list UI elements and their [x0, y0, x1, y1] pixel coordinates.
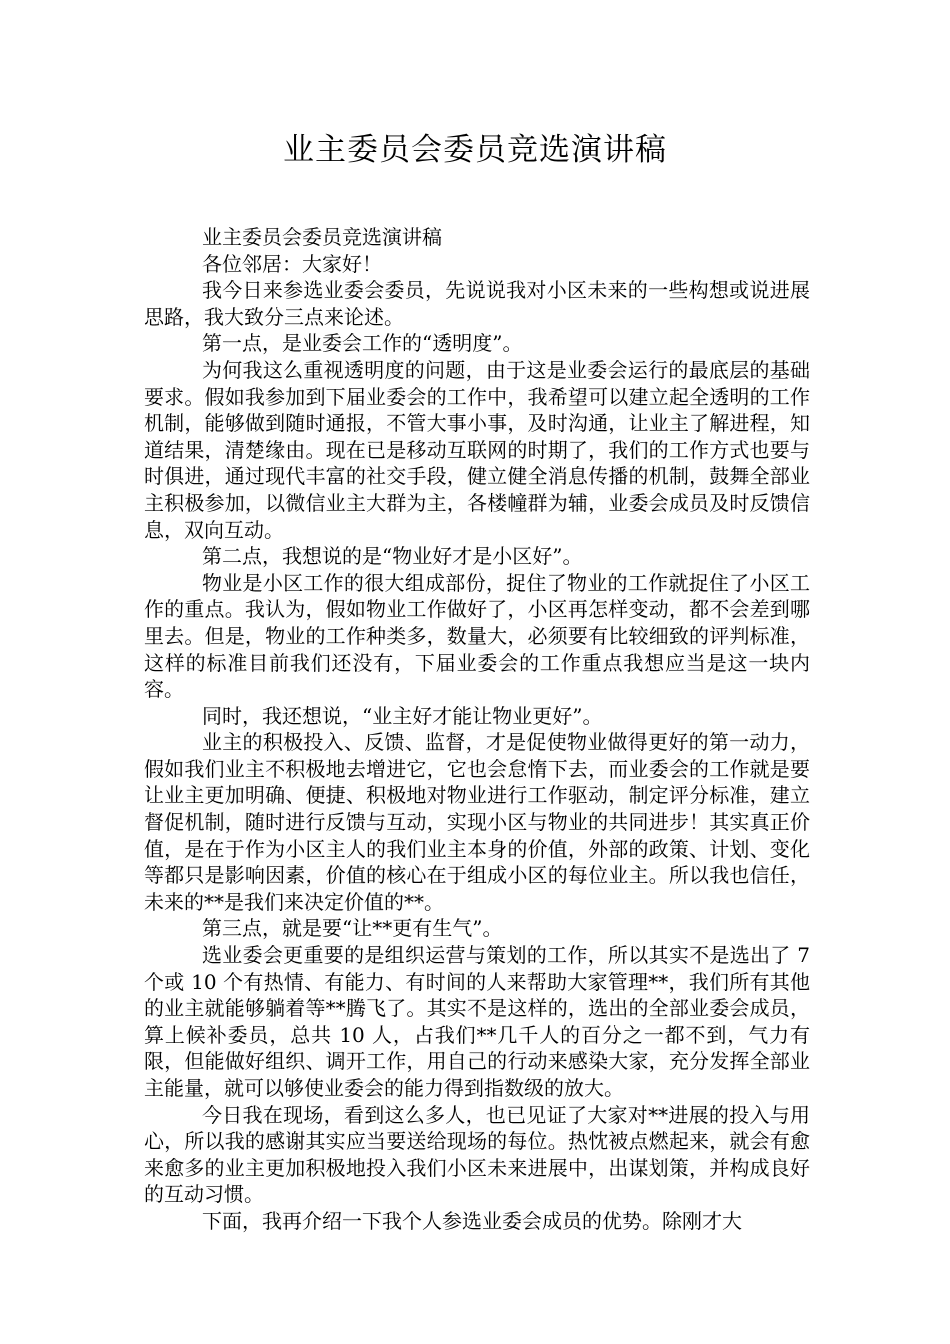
paragraph-gratitude: 今日我在现场，看到这么多人，也已见证了大家对**进展的投入与用心，所以我的感谢其实应当要送给现场的每位。热忱被点燃起来，就会有愈来愈多的业主更加积极地投入我们小区未来进展中，出谋划策，并构成良好的互动习惯。: [144, 1102, 810, 1207]
paragraph-owner-involvement: 业主的积极投入、反馈、监督，才是促使物业做得更好的第一动力，假如我们业主不积极地去增进它，它也会怠惰下去，而业委会的工作就是要让业主更加明确、便捷、积极地对物业进行工作驱动，制定评分标准，建立督促机制，随时进行反馈与互动，实现小区与物业的共同进步！其实真正价值，是在于作为小区主人的我们业主本身的价值，外部的政策、计划、变化等都只是影响因素，价值的核心在于组成小区的每位业主。所以我也信任，未来的**是我们来决定价值的**。: [144, 730, 810, 914]
paragraph-property: 物业是小区工作的很大组成部份，捉住了物业的工作就捉住了小区工作的重点。我认为，假如物业工作做好了，小区再怎样变动，都不会差到哪里去。但是，物业的工作种类多，数量大，必须要有比较细致的评判标准，这样的标准目前我们还没有，下届业委会的工作重点我想应当是这一块内容。: [144, 570, 810, 702]
paragraph-self-intro: 下面，我再介绍一下我个人参选业委会成员的优势。除刚才大: [202, 1208, 742, 1233]
document-title: 业主委员会委员竞选演讲稿: [283, 132, 667, 168]
paragraph-heading-repeat: 业主委员会委员竞选演讲稿: [202, 225, 442, 249]
paragraph-greeting: 各位邻居：大家好！: [202, 251, 382, 276]
paragraph-organization: 选业委会更重要的是组织运营与策划的工作，所以其实不是选出了 7 个或 10 个有热情、有能力、有时间的人来帮助大家管理**，我们所有其他的业主就能够躺着等**腾飞了。其实不是这样的，选出的全部业委会成员，算上候补委员，总共 10 人，占我们**几千人的百分之一都不到，气力有限，但能做好组织、调开工作，用自己的行动来感染大家，充分发挥全部业主能量，就可以够使业委会的能力得到指数级的放大。: [144, 943, 810, 1100]
paragraph-point-two: 第二点，我想说的是“物业好才是小区好”。: [202, 544, 583, 569]
paragraph-transparency: 为何我这么重视透明度的问题，由于这是业委会运行的最底层的基础要求。假如我参加到下届业委会的工作中，我希望可以建立起全透明的工作机制，能够做到随时通报，不管大事小事，及时沟通，让业主了解进程，知道结果，清楚缘由。现在已是移动互联网的时期了，我们的工作方式也要与时俱进，通过现代丰富的社交手段，健立健全消息传播的机制，鼓舞全部业主积极参加，以微信业主大群为主，各楼幢群为辅，业委会成员及时反馈信息，双向互动。: [144, 357, 810, 542]
document-body: [144, 224, 810, 1235]
paragraph-intro: 我今日来参选业委会委员，先说说我对小区未来的一些构想或说进展思路，我大致分三点来论述。: [144, 278, 810, 329]
paragraph-owners-better: 同时，我还想说，“业主好才能让物业更好”。: [202, 703, 603, 728]
paragraph-point-one: 第一点，是业委会工作的“透明度”。: [202, 331, 523, 356]
paragraph-point-three: 第三点，就是要“让**更有生气”。: [202, 916, 503, 941]
